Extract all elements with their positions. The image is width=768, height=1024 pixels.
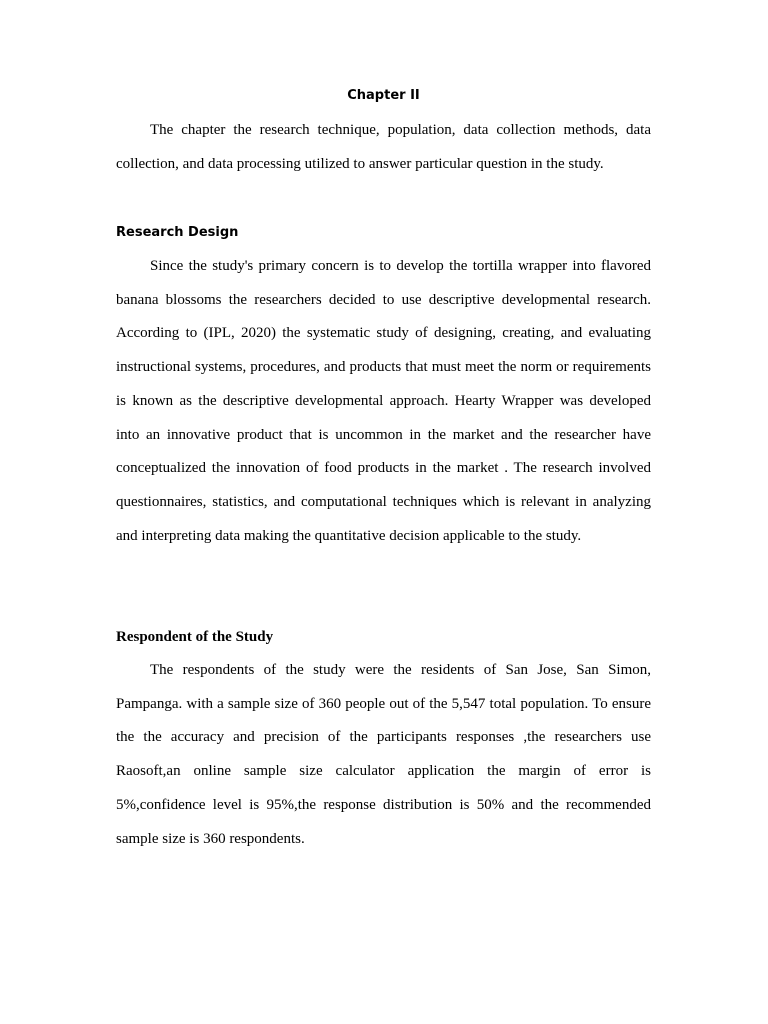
document-page bbox=[116, 0, 651, 1024]
respondent-heading: Respondent of the Study bbox=[116, 629, 274, 645]
research-design-heading: Research Design bbox=[116, 225, 239, 240]
respondent-paragraph: The respondents of the study were the residents of San Jose, San Simon, Pampanga. with a sample size of 360 people out of the 5,547 total population. To ensure the the accuracy and precision of the participants responses ,the researchers use Raosoft,an online sample size calculator application the margin of error is 5%,confidence level is 95%,the response distribution is 50% and the recommended sample size is 360 respondents. bbox=[116, 662, 651, 847]
intro-paragraph: The chapter the research technique, population, data collection methods, data collection, and data processing utilized to answer particular question in the study. bbox=[116, 122, 651, 172]
chapter-title: Chapter II bbox=[347, 88, 420, 103]
research-design-paragraph: Since the study's primary concern is to develop the tortilla wrapper into flavored banana blossoms the researchers decided to use descriptive developmental research. According to (IPL, 2020) the systematic study of designing, creating, and evaluating instructional systems, procedures, and products that must meet the norm or requirements is known as the descriptive developmental approach. Hearty Wrapper was developed into an innovative product that is uncommon in the market and the researcher have conceptualized the innovation of food products in the market . The research involved questionnaires, statistics, and computational techniques which is relevant in analyzing and interpreting data making the quantitative decision applicable to the study. bbox=[116, 258, 651, 544]
